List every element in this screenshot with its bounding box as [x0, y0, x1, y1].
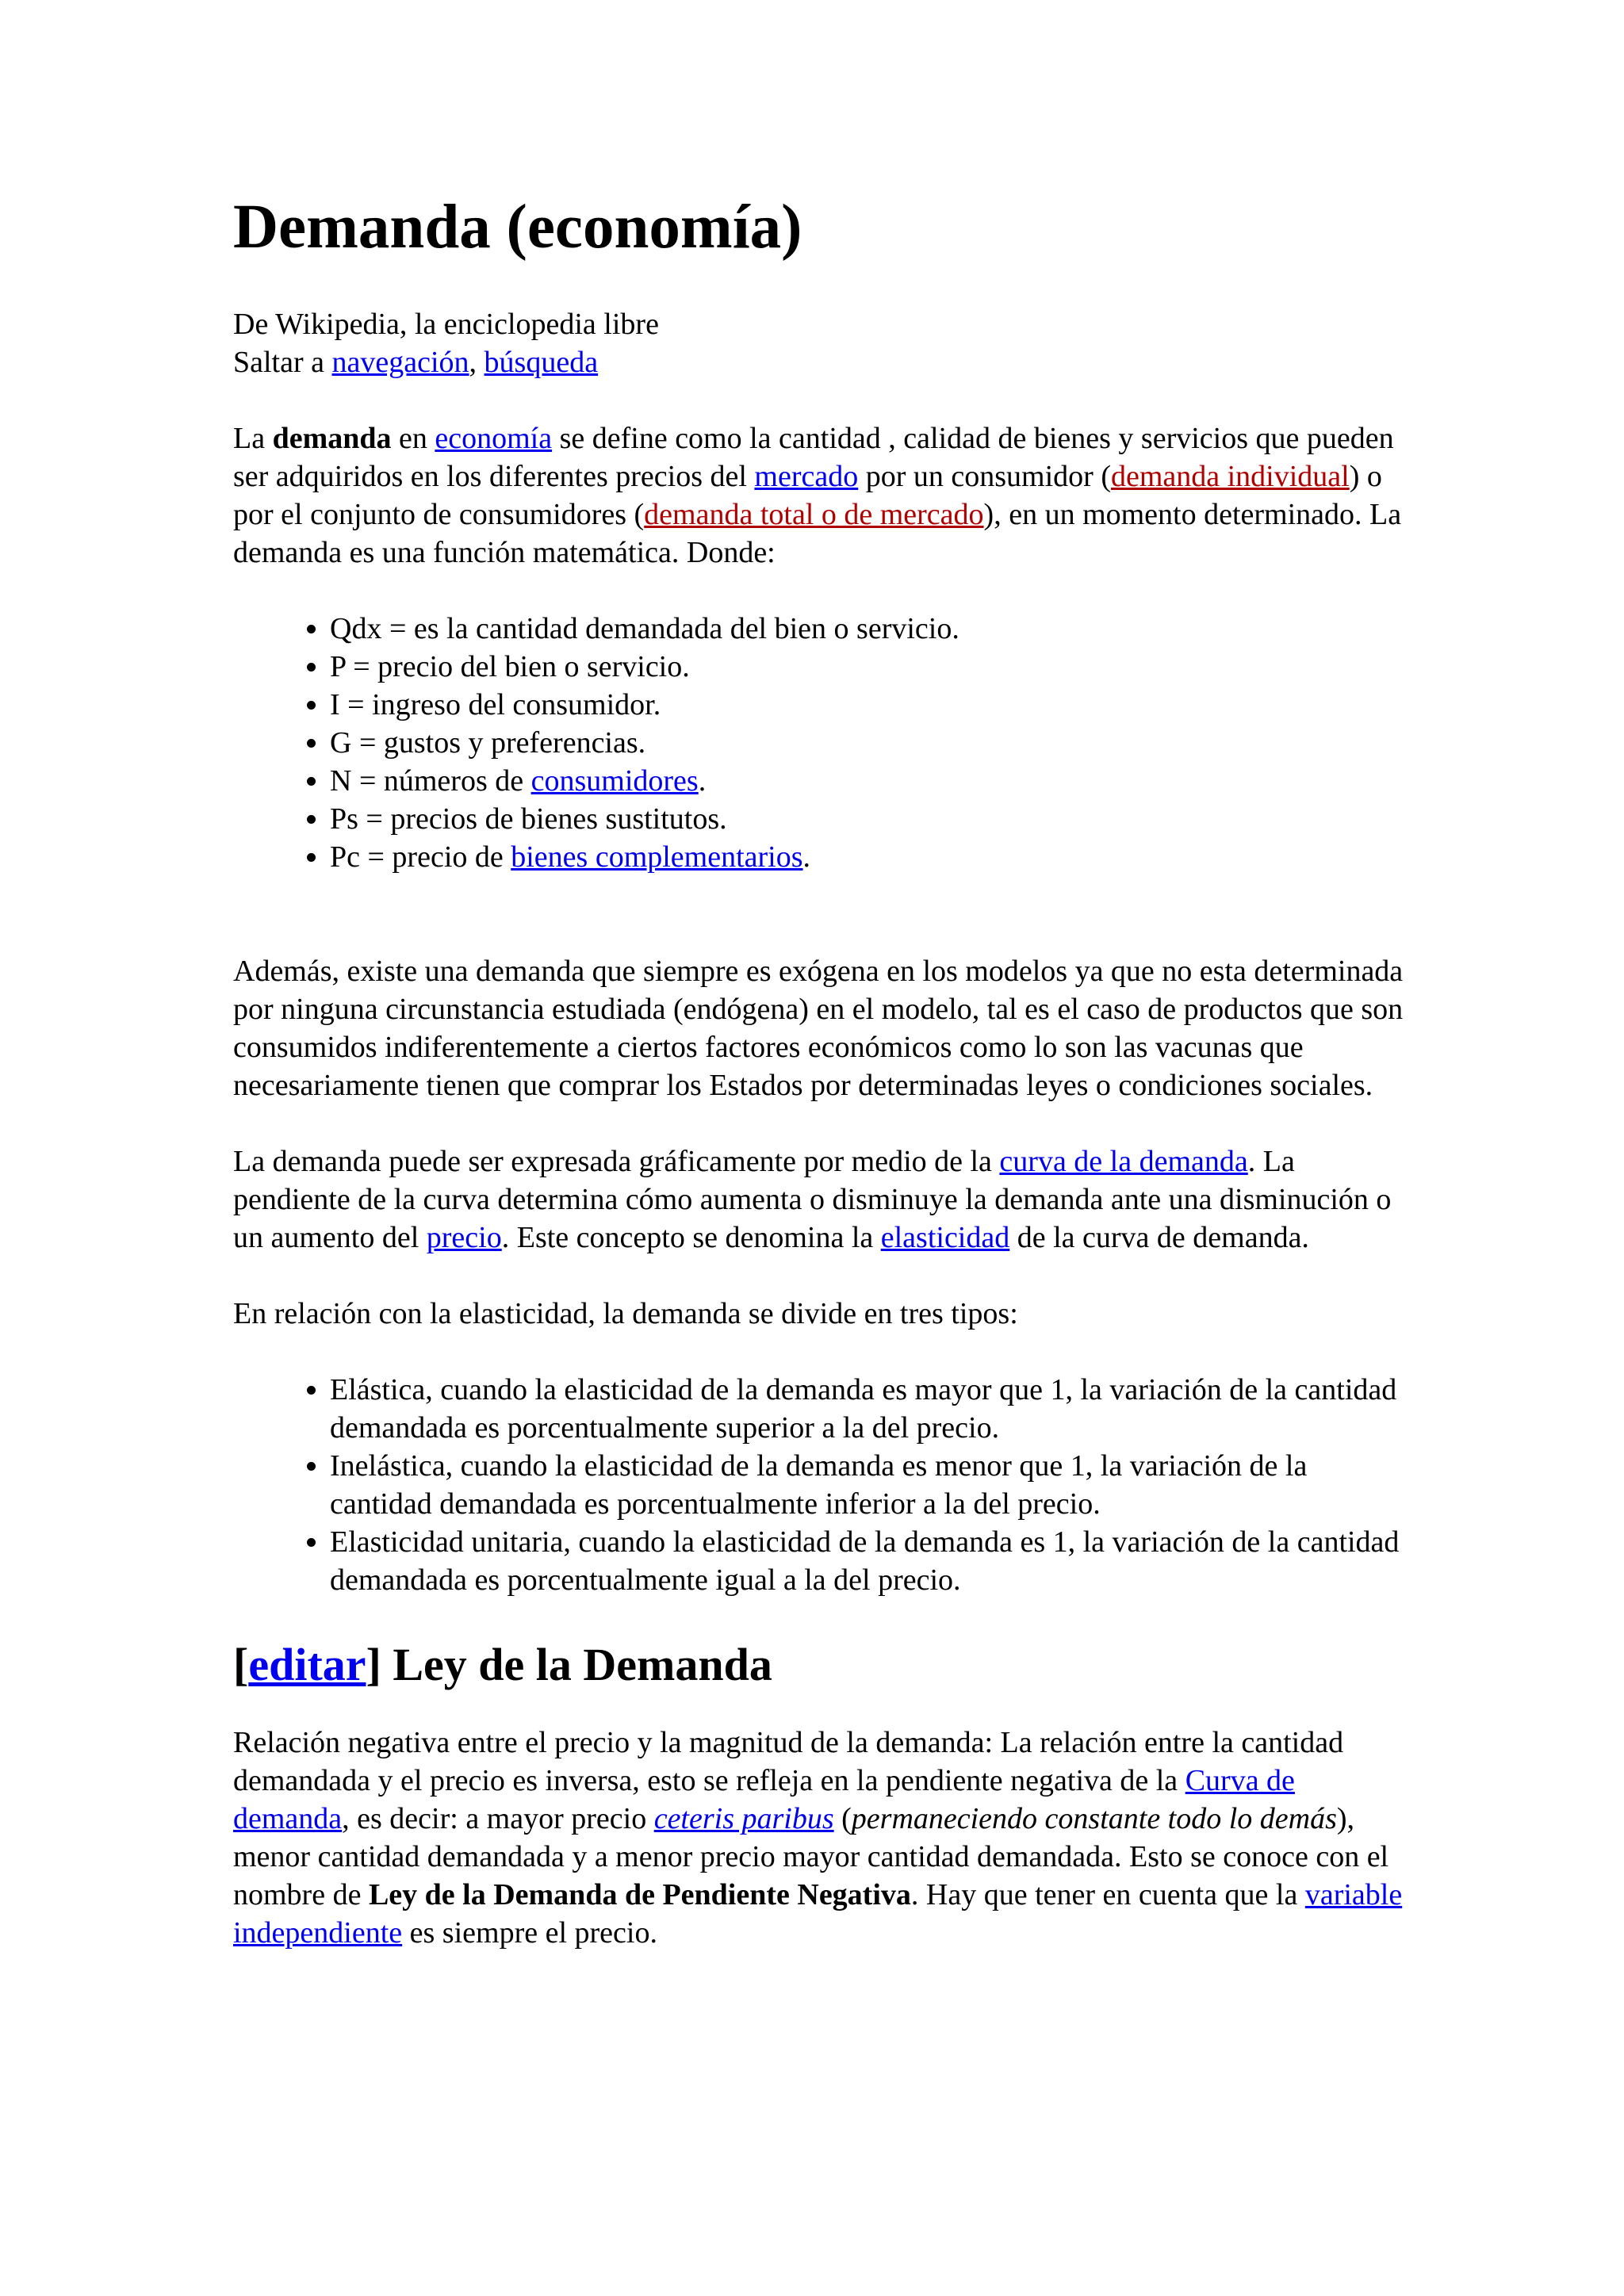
- link-mercado[interactable]: mercado: [754, 459, 859, 493]
- list-item: • I = ingreso del consumidor.: [330, 686, 1407, 724]
- bracket: ]: [366, 1638, 381, 1690]
- list-item: • Inelástica, cuando la elasticidad de la demanda es menor que 1, la variación de la cantidad demandada es porcentualmente inferior a la del precio.: [330, 1447, 1407, 1523]
- link-demanda-total[interactable]: demanda total o de mercado: [644, 497, 984, 531]
- paragraph-exogena: Además, existe una demanda que siempre es exógena en los modelos ya que no esta determinada por ninguna circunstancia estudiada (endógena) en el modelo, tal es el caso de productos que son consumidos indiferentemente a ciertos factores económicos como lo son las vacunas que necesariamente tienen que comprar los Estados por determinadas leyes o condiciones sociales.: [233, 954, 1404, 1102]
- link-economia[interactable]: economía: [435, 421, 553, 455]
- variables-list: [233, 610, 1407, 876]
- italic-text: permaneciendo constante todo lo demás: [851, 1802, 1337, 1836]
- intro-paragraph: [233, 419, 1407, 572]
- text: Pc = precio de: [330, 840, 511, 874]
- text: ), menor cantidad demandada y a menor precio mayor cantidad demandada. Esto se conoce con el nombre de: [233, 1802, 1389, 1912]
- list-item: [330, 762, 1407, 800]
- text: . Hay que tener en cuenta que la: [910, 1878, 1305, 1912]
- text: N = números de: [330, 763, 531, 798]
- text: por un consumidor (: [858, 459, 1111, 493]
- list-item: • G = gustos y preferencias.: [330, 724, 1407, 762]
- bold-term-demanda: demanda: [272, 421, 392, 455]
- link-curva-de-demanda[interactable]: Curva de demanda: [233, 1764, 1295, 1836]
- edit-section-link[interactable]: editar: [248, 1638, 366, 1690]
- navigation-link[interactable]: navegación: [331, 345, 469, 379]
- article-content: [233, 190, 1407, 1990]
- text: .: [698, 763, 707, 798]
- bold-term-ley: Ley de la Demanda de Pendiente Negativa: [368, 1878, 911, 1912]
- link-elasticidad[interactable]: elasticidad: [880, 1220, 1010, 1254]
- page-title: Demanda (economía): [233, 193, 802, 262]
- search-link[interactable]: búsqueda: [484, 345, 599, 379]
- list-item: • P = precio del bien o servicio.: [330, 648, 1407, 686]
- link-consumidores[interactable]: consumidores: [530, 763, 699, 798]
- list-item: • Elasticidad unitaria, cuando la elasticidad de la demanda es 1, la variación de la cantidad demandada es porcentualmente igual a la del precio.: [330, 1523, 1407, 1599]
- site-subtitle: De Wikipedia, la enciclopedia libre: [233, 307, 659, 341]
- list-item: • Elástica, cuando la elasticidad de la demanda es mayor que 1, la variación de la cantidad demandada es porcentualmente superior a la del precio.: [330, 1371, 1407, 1447]
- section-title: Ley de la Demanda: [381, 1638, 772, 1690]
- link-precio[interactable]: precio: [426, 1220, 502, 1254]
- link-variable-independiente[interactable]: variable independiente: [233, 1878, 1403, 1950]
- text: (: [833, 1802, 852, 1836]
- list-item: [330, 838, 1407, 876]
- text: . La pendiente de la curva determina cómo aumenta o disminuye la demanda ante una disminución o un aumento del: [233, 1144, 1392, 1254]
- text: se define como la cantidad , calidad de bienes y servicios que pueden ser adquiridos en los diferentes precios del: [233, 421, 1394, 493]
- link-demanda-individual[interactable]: demanda individual: [1110, 459, 1350, 493]
- bracket: [: [233, 1638, 249, 1690]
- text: Relación negativa entre el precio y la magnitud de la demanda: La relación entre la cantidad demandada y el precio es inversa, esto se refleja en la pendiente negativa de la: [233, 1726, 1344, 1798]
- text: La: [233, 421, 273, 455]
- link-curva-de-la-demanda[interactable]: curva de la demanda: [999, 1144, 1248, 1178]
- paragraph-ley: [233, 1724, 1407, 1952]
- text: en: [391, 421, 435, 455]
- section-heading: [233, 1637, 1407, 1693]
- text: es siempre el precio.: [402, 1916, 657, 1950]
- elasticity-types-list: [233, 1371, 1407, 1599]
- jump-prefix: Saltar a: [233, 345, 332, 379]
- text: . Este concepto se denomina la: [501, 1220, 881, 1254]
- list-item: • Ps = precios de bienes sustitutos.: [330, 800, 1407, 838]
- jump-separator: ,: [469, 345, 485, 379]
- text: de la curva de demanda.: [1009, 1220, 1309, 1254]
- site-subtitle-block: [233, 305, 1407, 381]
- text: .: [802, 840, 811, 874]
- text: La demanda puede ser expresada gráficamente por medio de la: [233, 1144, 1000, 1178]
- link-bienes-complementarios[interactable]: bienes complementarios: [511, 840, 803, 874]
- paragraph-curva: [233, 1142, 1407, 1257]
- italic-text: ceteris paribus: [653, 1802, 834, 1836]
- paragraph-tipos: En relación con la elasticidad, la demanda se divide en tres tipos:: [233, 1296, 1018, 1330]
- jump-links: [233, 343, 1407, 381]
- text: ), en un momento determinado. La demanda es una función matemática. Donde:: [233, 497, 1402, 569]
- list-item: • Qdx = es la cantidad demandada del bien o servicio.: [330, 610, 1407, 648]
- text: ) o por el conjunto de consumidores (: [233, 459, 1382, 531]
- text: , es decir: a mayor precio: [342, 1802, 654, 1836]
- link-ceteris-paribus[interactable]: [654, 1802, 834, 1835]
